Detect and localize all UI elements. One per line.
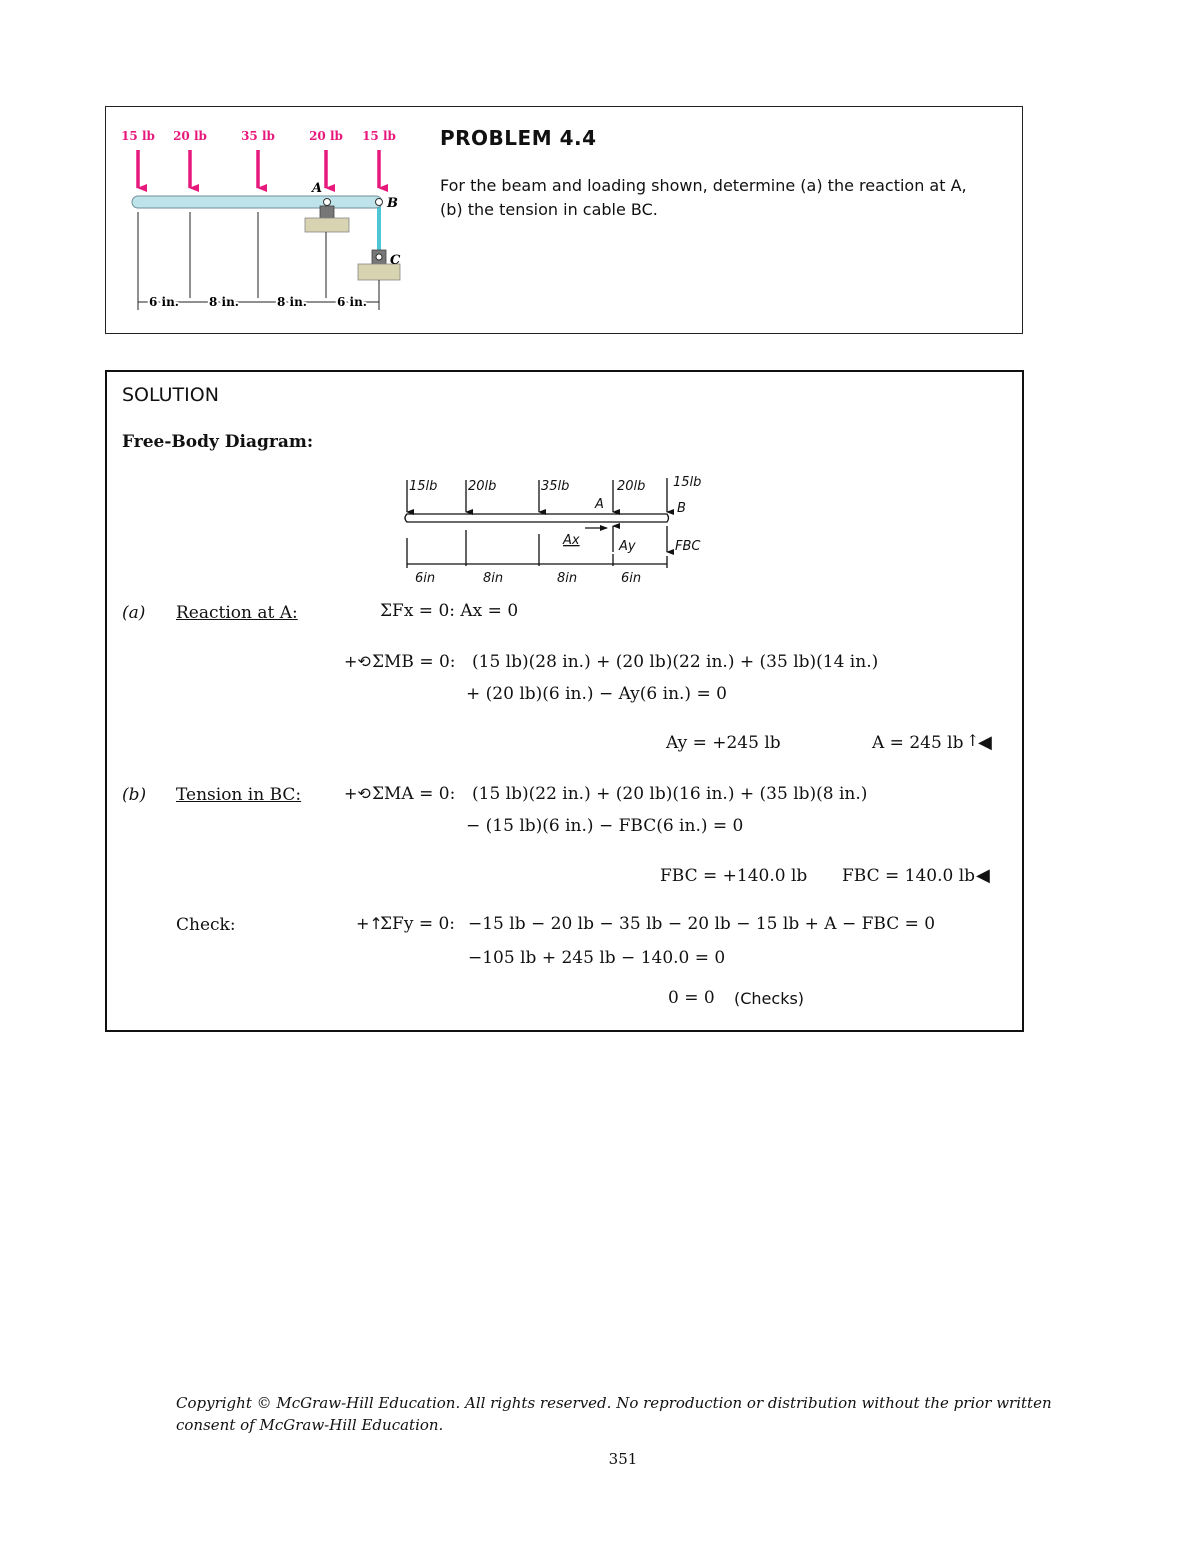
span-label-2: 8 in. bbox=[209, 295, 239, 309]
up-force-sign-icon: +↑ bbox=[356, 914, 383, 933]
copyright-notice bbox=[176, 1392, 1076, 1436]
fbd-ay-label: Ay bbox=[619, 539, 636, 554]
answer-marker-icon-b: ◀ bbox=[976, 865, 990, 886]
fbd-beam bbox=[405, 514, 669, 522]
part-a-result: Ay = +245 lb bbox=[666, 733, 781, 753]
part-a-eq2-lhs: ΣMB = 0: bbox=[372, 652, 456, 672]
part-b-eq-lhs: ΣMA = 0: bbox=[372, 784, 456, 804]
part-b-label: (b) bbox=[122, 785, 147, 805]
beam-figure bbox=[110, 112, 420, 322]
fbd-heading: Free-Body Diagram: bbox=[122, 432, 314, 452]
fbd-span-label-2: 8in bbox=[483, 571, 504, 586]
fbd-load-label-1: 15lb bbox=[409, 479, 438, 494]
part-a-eq1: ΣFx = 0: Ax = 0 bbox=[380, 601, 519, 621]
part-a-eq2-rhs2: + (20 lb)(6 in.) − Ay(6 in.) = 0 bbox=[466, 684, 727, 704]
ccw-moment-icon: +⟲ bbox=[344, 652, 371, 671]
solution-heading: SOLUTION bbox=[122, 384, 219, 406]
fbd-fbc-label: FBC bbox=[675, 539, 701, 554]
fbd-load-label-3: 35lb bbox=[541, 479, 570, 494]
fbd-load-label-5: 15lb bbox=[673, 475, 702, 490]
part-a-eq2-rhs1: (15 lb)(28 in.) + (20 lb)(22 in.) + (35 lb)(14 in.) bbox=[472, 652, 879, 672]
copyright-line2: consent of McGraw-Hill Education. bbox=[176, 1416, 444, 1434]
span-label-4: 6 in. bbox=[337, 295, 367, 309]
fbd-ax-label: Ax bbox=[563, 533, 580, 548]
span-label-1: 6 in. bbox=[149, 295, 179, 309]
part-b-result: FBC = +140.0 lb bbox=[660, 866, 808, 886]
load-label-1: 15 lb bbox=[121, 129, 155, 143]
part-b-eq-rhs1: (15 lb)(22 in.) + (20 lb)(16 in.) + (35 lb)(8 in.) bbox=[472, 784, 868, 804]
part-b-eq-rhs2: − (15 lb)(6 in.) − FBC(6 in.) = 0 bbox=[466, 816, 744, 836]
point-c-label: C bbox=[390, 253, 401, 268]
fbd-load-label-4: 20lb bbox=[617, 479, 646, 494]
part-a-title: Reaction at A: bbox=[176, 603, 298, 623]
fbd-a-label: A bbox=[595, 497, 604, 512]
fbd-span-label-4: 6in bbox=[621, 571, 642, 586]
load-label-2: 20 lb bbox=[173, 129, 207, 143]
problem-title: PROBLEM 4.4 bbox=[440, 126, 597, 150]
load-label-4: 20 lb bbox=[309, 129, 343, 143]
check-eq-rhs2: −105 lb + 245 lb − 140.0 = 0 bbox=[468, 948, 726, 968]
span-label-3: 8 in. bbox=[277, 295, 307, 309]
answer-marker-icon: ◀ bbox=[978, 732, 992, 753]
beam bbox=[132, 196, 382, 208]
check-eq-rhs1: −15 lb − 20 lb − 35 lb − 20 lb − 15 lb + A − FBC = 0 bbox=[468, 914, 936, 934]
point-a-label: A bbox=[312, 181, 323, 196]
load-label-5: 15 lb bbox=[362, 129, 396, 143]
point-b-label: B bbox=[387, 196, 398, 211]
problem-statement bbox=[440, 174, 1010, 222]
free-body-diagram bbox=[395, 470, 725, 590]
problem-statement-line2: (b) the tension in cable BC. bbox=[440, 200, 658, 219]
part-b-answer: FBC = 140.0 lb bbox=[842, 866, 976, 886]
copyright-line1: Copyright © McGraw-Hill Education. All rights reserved. No reproduction or distribution without the prior written bbox=[176, 1394, 1052, 1412]
part-a-answer: A = 245 lb bbox=[872, 733, 964, 753]
up-arrow-icon: ↑ bbox=[966, 731, 980, 750]
check-label: Check: bbox=[176, 915, 236, 935]
pin-b bbox=[376, 199, 383, 206]
ccw-moment-icon-b: +⟲ bbox=[344, 784, 371, 803]
part-b-title: Tension in BC: bbox=[176, 785, 302, 805]
fbd-span-label-1: 6in bbox=[415, 571, 436, 586]
fbd-b-label: B bbox=[677, 501, 686, 516]
check-eq-lhs: ΣFy = 0: bbox=[380, 914, 456, 934]
check-eq-rhs3: 0 = 0 bbox=[668, 988, 715, 1008]
load-label-3: 35 lb bbox=[241, 129, 275, 143]
fbd-span-label-3: 8in bbox=[557, 571, 578, 586]
part-a-label: (a) bbox=[122, 603, 146, 623]
problem-statement-line1: For the beam and loading shown, determine (a) the reaction at A, bbox=[440, 176, 967, 195]
fbd-load-label-2: 20lb bbox=[468, 479, 497, 494]
checks-note: (Checks) bbox=[734, 989, 805, 1008]
page-number: 351 bbox=[608, 1450, 638, 1468]
